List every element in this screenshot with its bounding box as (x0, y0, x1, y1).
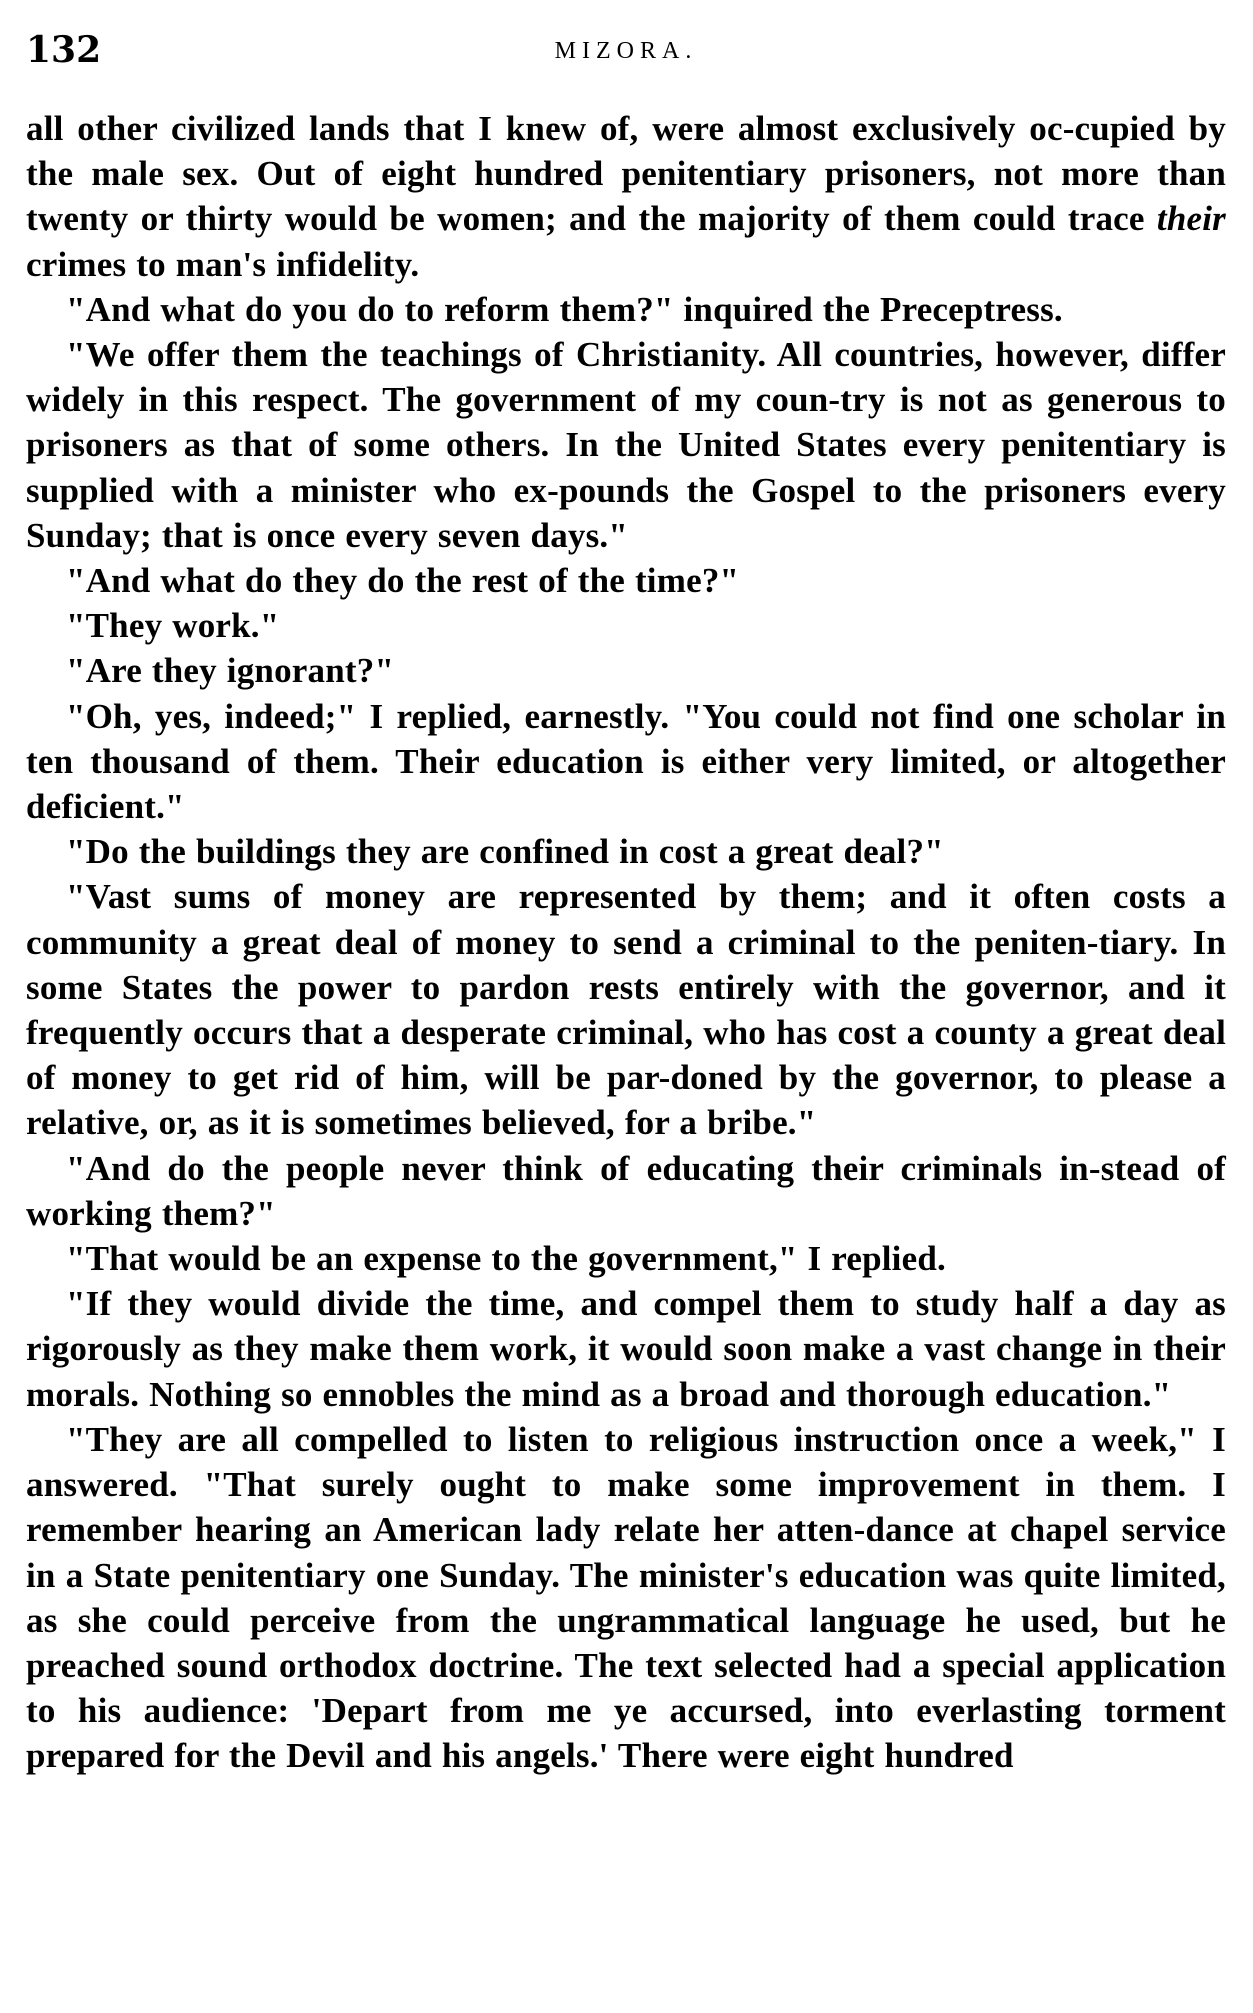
paragraph: "And what do you do to reform them?" inquired the Preceptress. (66, 289, 1063, 329)
paragraph (26, 106, 1226, 287)
page-number: 132 (26, 29, 102, 71)
paragraph-text: all other civilized lands that I knew of, were almost exclusively oc-cupied by the male sex. Out of eight hundred penitentiary prisoners, not more than twenty or thirty would be women; and the majority of them could trace (26, 109, 1226, 239)
running-title: MIZORA. (554, 38, 698, 64)
paragraph: "They work." (66, 606, 280, 646)
body-text (26, 106, 1226, 1779)
paragraph: "Are they ignorant?" (66, 651, 395, 691)
paragraph: "Oh, yes, indeed;" I replied, earnestly. "You could not find one scholar in ten thousand of them. Their education is either very limited, or altogether deficient." (26, 696, 1226, 827)
paragraph: "If they would divide the time, and compel them to study half a day as rigorously as they make them work, it would soon make a vast change in their morals. Nothing so ennobles the mind as a broad and thorough education." (26, 1284, 1226, 1414)
paragraph: "That would be an expense to the government," I replied. (66, 1239, 946, 1279)
paragraph-text: crimes to man's infidelity. (26, 244, 420, 284)
emphasis-word: their (1156, 199, 1226, 239)
paragraph: "And what do they do the rest of the time?" (66, 561, 740, 601)
page-header (26, 22, 1226, 82)
book-page (26, 22, 1226, 1997)
paragraph: "Vast sums of money are represented by them; and it often costs a community a great deal of money to send a criminal to the peniten-tiary. In some States the power to pardon rests entirely with the governor, and it frequently occurs that a desperate criminal, who has cost a county a great deal of money to get rid of him, will be par-doned by the governor, to please a relative, or, as it is sometimes believed, for a bribe." (26, 877, 1226, 1143)
paragraph: "We offer them the teachings of Christianity. All countries, however, differ widely in this respect. The government of my coun-try is not as generous to prisoners as that of some others. In the United States every penitentiary is supplied with a minister who ex-pounds the Gospel to the prisoners every Sunday; that is once every seven days." (26, 335, 1226, 555)
paragraph: "Do the buildings they are confined in cost a great deal?" (66, 832, 944, 872)
paragraph: "And do the people never think of educating their criminals in-stead of working them?" (26, 1148, 1226, 1233)
paragraph: "They are all compelled to listen to religious instruction once a week," I answered. "That surely ought to make some improvement in them. I remember hearing an American lady relate her atten-dance at chapel service in a State penitentiary one Sunday. The minister's education was quite limited, as she could perceive from the ungrammatical language he used, but he preached sound orthodox doctrine. The text selected had a special application to his audience: 'Depart from me ye accursed, into everlasting torment prepared for the Devil and his angels.' There were eight hundred (26, 1419, 1226, 1776)
